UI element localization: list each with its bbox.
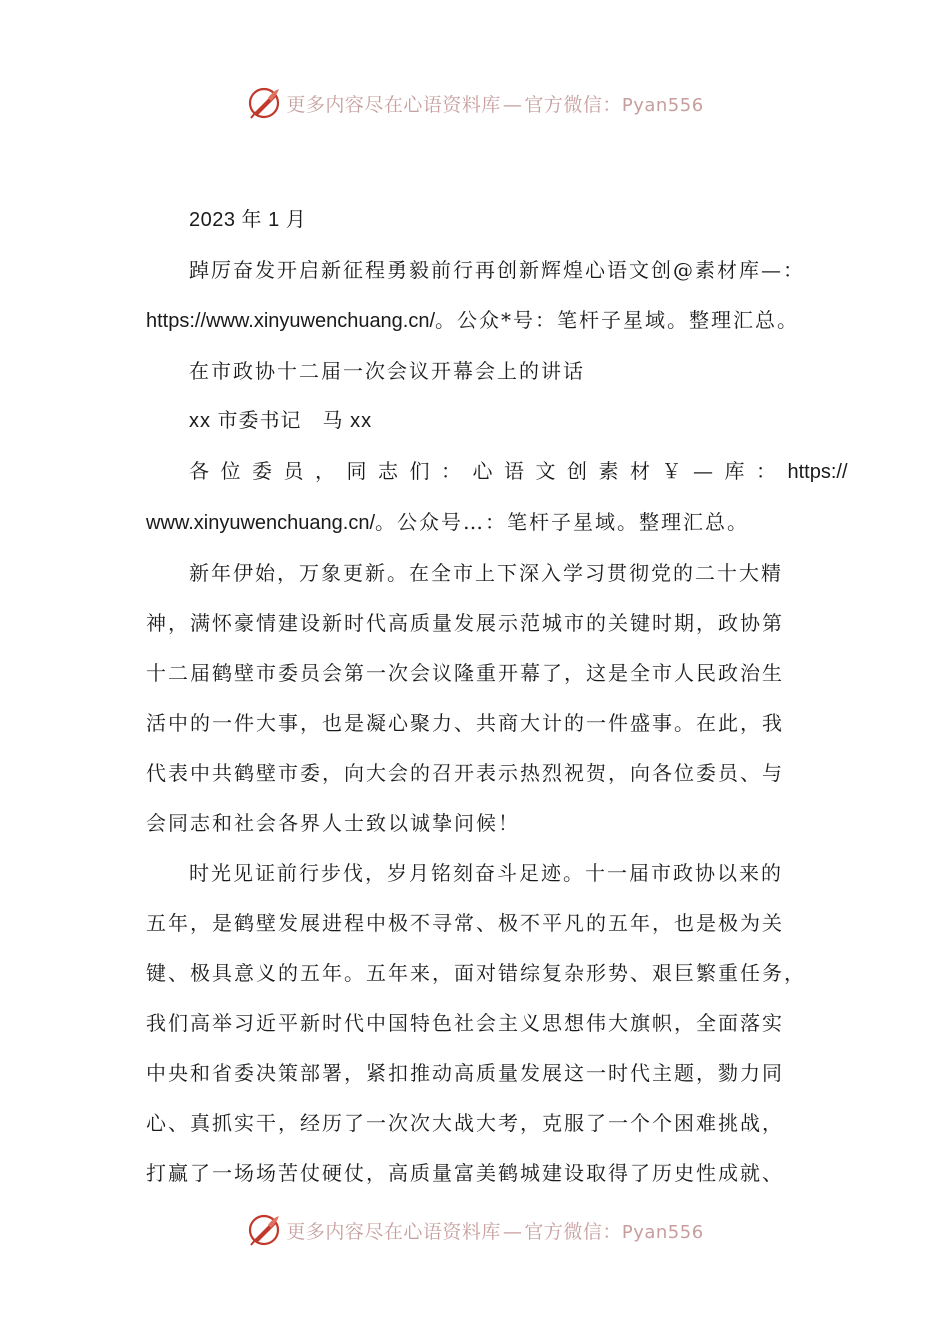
- greeting-line-1: [146, 446, 848, 497]
- para2-line: 五年，是鹤壁发展进程中极不寻常、极不平凡的五年，也是极为关: [146, 911, 784, 935]
- greeting-rest: 。公众号…：笔杆子星域。整理汇总。: [375, 510, 750, 534]
- footer-banner: [0, 1210, 950, 1250]
- intro-line-2: [146, 295, 806, 346]
- para2-line: 中央和省委决策部署，紧扣推动高质量发展这一时代主题，勠力同: [146, 1061, 784, 1085]
- speaker-line: xx 市委书记 马 xx: [189, 410, 373, 432]
- banner-dash: —: [502, 1220, 523, 1243]
- document-date: 2023 年 1 月: [189, 209, 307, 231]
- greeting-line-2: [146, 497, 806, 548]
- header-banner: [0, 83, 950, 123]
- para1-line: 十二届鹤壁市委员会第一次会议隆重开幕了，这是全市人民政治生: [146, 661, 784, 685]
- para2-line: 键、极具意义的五年。五年来，面对错综复杂形势、艰巨繁重任务，: [146, 961, 806, 985]
- para2-line: 心、真抓实干，经历了一次次大战大考，克服了一个个困难挑战，: [146, 1111, 784, 1135]
- banner-title: 更多内容尽在心语资料库: [286, 1220, 501, 1243]
- greeting-text: 各位委员，同志们：心语文创素材￥—库：: [189, 459, 788, 483]
- para1-line: 神，满怀豪情建设新时代高质量发展示范城市的关键时期，政协第: [146, 611, 784, 635]
- para1-line: 新年伊始，万象更新。在全市上下深入学习贯彻党的二十大精: [189, 561, 783, 585]
- para2-line: 我们高举习近平新时代中国特色社会主义思想伟大旗帜，全面落实: [146, 1011, 784, 1035]
- para1-line: 会同志和社会各界人士致以诚挚问候！: [146, 811, 520, 835]
- quill-logo-icon: [246, 1212, 282, 1248]
- para2-line: 时光见证前行步伐，岁月铭刻奋斗足迹。十一届市政协以来的: [189, 861, 783, 885]
- banner-wechat-id: Pyan556: [621, 94, 704, 116]
- para1-line: 活中的一件大事，也是凝心聚力、共商大计的一件盛事。在此，我: [146, 711, 784, 735]
- intro-rest: 。公众*号：笔杆子星域。整理汇总。: [435, 308, 800, 332]
- para1-line: 代表中共鹤壁市委，向大会的召开表示热烈祝贺，向各位委员、与: [146, 761, 784, 785]
- banner-title: 更多内容尽在心语资料库: [286, 93, 501, 116]
- greeting-url-start: https://: [787, 461, 848, 483]
- para2-line: 打赢了一场场苦仗硬仗，高质量富美鹤城建设取得了历史性成就、: [146, 1161, 784, 1185]
- banner-dash: —: [502, 93, 523, 116]
- document-body: [146, 195, 848, 1198]
- speech-title: 在市政协十二届一次会议开幕会上的讲话: [189, 359, 585, 383]
- intro-url: https://www.xinyuwenchuang.cn/: [146, 310, 436, 332]
- intro-line-1: 踔厉奋发开启新征程勇毅前行再创新辉煌心语文创@素材库—：: [189, 258, 805, 282]
- quill-logo-icon: [246, 85, 282, 121]
- banner-wechat-label: 官方微信：: [524, 1220, 622, 1243]
- greeting-url-end: www.xinyuwenchuang.cn/: [146, 512, 376, 534]
- banner-wechat-id: Pyan556: [621, 1221, 704, 1243]
- banner-wechat-label: 官方微信：: [524, 93, 622, 116]
